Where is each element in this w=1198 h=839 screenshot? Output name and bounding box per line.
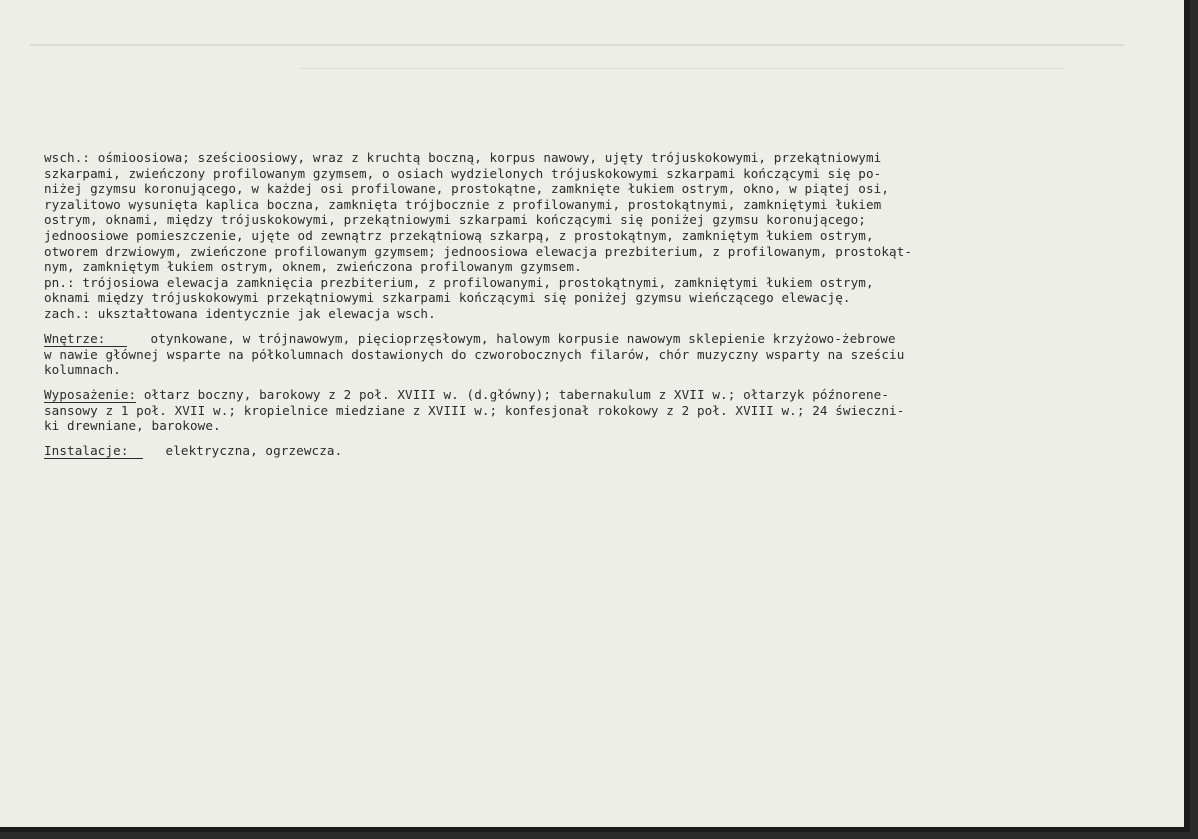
text-line: jednoosiowe pomieszczenie, ujęte od zewnątrz przekątniową szkarpą, z prostokątnym, zamkniętym łukiem ostrym,: [44, 227, 874, 243]
interior-section: [44, 331, 1164, 378]
text-line: [44, 443, 1164, 459]
text-line: niżej gzymsu koronującego, w każdej osi profilowane, prostokątne, zamknięte łukiem ostrym, okno, w piątej osi,: [44, 181, 890, 197]
text-line: wsch.: ośmioosiowa; sześcioosiowy, wraz z kruchtą boczną, korpus nawowy, ujęty trójuskokowymi, przekątniowymi: [44, 150, 882, 165]
installations-heading: Instalacje:: [44, 444, 143, 459]
text-line: sansowy z 1 poł. XVII w.; kropielnice miedziane z XVIII w.; konfesjonał rokokowy z 2 poł. XVIII w.; 24 świeczni-: [44, 402, 905, 418]
text-line: [44, 387, 1164, 403]
installations-text: elektryczna, ogrzewcza.: [142, 442, 343, 458]
text-line: w nawie głównej wsparte na półkolumnach dostawionych do czworobocznych filarów, chór muzyczny wsparty na sześciu: [44, 346, 905, 362]
exterior-east-section: [44, 150, 1164, 275]
text-line: zach.: ukształtowana identycznie jak elewacja wsch.: [44, 305, 436, 321]
furnishings-heading: Wyposażenie:: [44, 386, 137, 402]
exterior-south-section: [44, 275, 1164, 306]
text-line: pn.: trójosiowa elewacja zamknięcia prezbiterium, z profilowanymi, prostokątnymi, zamkniętymi łukiem ostrym,: [44, 274, 874, 290]
installations-section: [44, 443, 1164, 459]
text-line: ki drewniane, barokowe.: [44, 418, 221, 434]
text-line: szkarpami, zwieńczony profilowanym gzymsem, o osiach wydzielonych trójuskokowymi szkarpami kończącymi się po-: [44, 165, 882, 181]
text-line: [44, 331, 1164, 347]
text-line: ryzalitowo wysunięta kaplica boczna, zamknięta trójbocznie z profilowanymi, prostokątnymi, zamkniętymi łukiem: [44, 196, 882, 212]
exterior-west-section: [44, 306, 1164, 322]
faint-rule: [30, 44, 1124, 46]
text-line: ostrym, oknami, między trójuskokowymi, przekątniowymi szkarpami kończącymi się poniżej gzymsu koronującego;: [44, 212, 866, 228]
text-line: nym, zamkniętym łukiem ostrym, oknem, zwieńczona profilowanym gzymsem.: [44, 259, 582, 275]
text-line: oknami między trójuskokowymi przekątniowymi szkarpami kończącymi się poniżej gzymsu wieńczącego elewację.: [44, 290, 851, 306]
text-line: kolumnach.: [44, 362, 121, 378]
interior-heading: Wnętrze:: [44, 332, 127, 347]
interior-text: otynkowane, w trójnawowym, pięcioprzęsłowym, halowym korpusie nawowym sklepienie krzyżowo-żebrowe: [127, 330, 896, 346]
text-line: otworem drzwiowym, zwieńczone profilowanym gzymsem; jednoosiowa elewacja prezbiterium, z profilowanym, prostokąt-: [44, 243, 913, 259]
furnishings-section: [44, 387, 1164, 434]
furnishings-text: ołtarz boczny, barokowy z 2 poł. XVIII w. (d.główny); tabernakulum z XVII w.; ołtarzyk późnorene-: [136, 386, 890, 402]
document-body: [44, 150, 1164, 459]
faint-rule: [300, 68, 1064, 69]
